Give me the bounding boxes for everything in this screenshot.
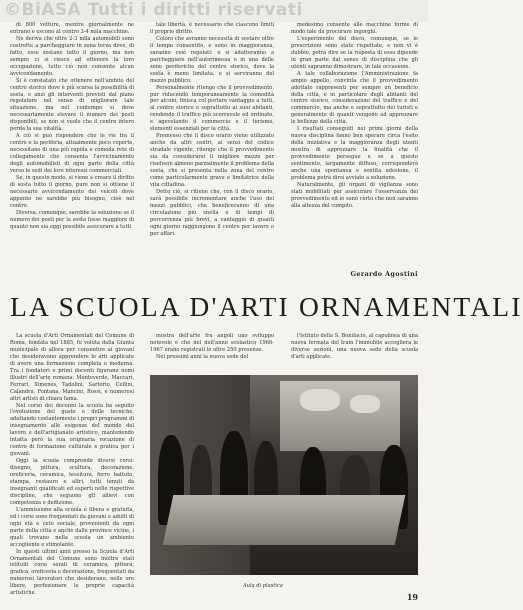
- paragraph: Oggi la scuola comprende diversi corsi: disegno, pittura, scultura, decorazione, oreficeria, ceramica, tessitura, ferro battuto, stampa, restauro e altri, tutti tenuti da insegnanti qualificati ed esperti nelle rispettive discipline, che seguono gli allievi con competenza e dedizione.: [10, 458, 134, 506]
- article-title: LA SCUOLA D'ARTI ORNAMENTALI: [10, 291, 523, 322]
- watermark-banner: [0, 0, 428, 22]
- paragraph: Personalmente ritengo che il provvedimento, pur riducendo temporaneamente la comodità per alcuni, finisca col portare vantaggio a tutti, al centro storico e soprattutto ai suoi abitanti, rendendo il traffico più scorrevole ed ordinato, e agevolando il commercio e il turismo, elementi essenziali per la città.: [150, 84, 274, 133]
- paragraph: I risultati conseguiti nei primi giorni della nuova disciplina fanno ben sperare circa l'esito della iniziativa e la maggioranza degli utenti mostra di apprezzare la finalità che il provvedimento persegue e se a questo sentimento, largamente diffuso, corrisponderà anche una spontanea e sentita adesione, il problema potrà dirsi avviato a soluzione.: [291, 126, 418, 181]
- paragraph: Naturalmente, gli organi di vigilanza sono stati mobilitati per assicurare l'osservanza del provvedimento ed io sono certo che non saranno alla altezza del compito.: [291, 181, 418, 209]
- article-column-2: [150, 333, 274, 369]
- paragraph: l'Istituto della S. Bonifacio, al capolinea di una nuova fermata del tram l'immobile accogliera le diverse sezioni, una nuova sede della scuola d'arti applicate.: [291, 333, 418, 360]
- paragraph: Nei prossimi anni la nuova sede del: [156, 353, 249, 360]
- paragraph: Nel corso dei decenni la scuola ha seguito l'evoluzione del gusto e delle tecniche, adattando costantemente i propri programmi di insegnamento alle esigenze del mondo del lavoro e dell'artigianato artistico, mantenendo intatta però la sua originaria vocazione di centro di formazione culturale e pratica per i giovani.: [10, 402, 134, 458]
- article-body: [10, 333, 418, 595]
- paragraph: Si è constatato che ottenere nell'ambito del centro storico dove è più scarsa la possibilità di sosta, e anzi gli interventi previsti dal piano regolatore nel senso di migliorare tale situazione, ma nel contempo si deve necessariamente elevare il numero dei posti disponibili, se non si vuole che il centro intero perda la sua vitalità.: [10, 77, 134, 133]
- paragraph: di 800 vetture, mentre giornalmente ne entrano e escono al centro 3-4 mila macchine.: [10, 22, 134, 35]
- paragraph: Detto ciò, si ritiene che, con il disco orario, sarà possibile incrementare anche l'uso dei mezzi pubblici, che beneficeranno di una circolazione più snella e di tempi di percorrenza più brevi, a vantaggio di quanti ogni giorno raggiungono il centro per lavoro o per affari.: [150, 188, 274, 237]
- paragraph: Se, in questo modo, si viene a creare il diritto di sosta tutto il giorno, pure non si ottiene il necessario avvicendamento dei veicoli dove appunto ne sarebbe più bisogno, cioè nel centro.: [10, 174, 134, 209]
- photo-caption: Aula di plastica: [243, 583, 283, 589]
- classroom-photo: [150, 375, 418, 575]
- article-continuation: [10, 22, 418, 280]
- paragraph: mostra dell'arte fra angoli uno sviluppo notevole e che nel dell'anno scolastico 1966-1967 erano registrati le oltre 250 presenze.: [150, 333, 274, 353]
- article-column-1: [10, 333, 134, 595]
- paragraph: Diversa, comunque, sarebbe la soluzione se il numero dei posti per la sosta fosse maggiore di quanto non sia oggi possibile assicurare a tutti: [10, 209, 134, 230]
- paragraph: medesimo consente alle macchine forme di modo tale da procurare ingorghi.: [291, 22, 418, 35]
- paragraph: Premesso che il disco orario viene utilizzato anche da altri centri, ai sensi del codice stradale vigente, ritengo che il provvedimento sia da considerarsi il migliore mezzo per risolvere almeno parzialmente il problema della sosta, che si presenta nella zona del centro come particolarmente grave e limitatrice della vita cittadina.: [150, 133, 274, 188]
- paragraph: A ciò si può rispondere che le vie tra il centro e la periferia, attualmente poco coperte, necessitano di una più rapida e comoda rete di collegamento che consenta l'avvicinamento degli automobilisti di ogni parte della città verso le sedi dei loro interessi commerciali.: [10, 133, 134, 175]
- paragraph: A tale collaborazione l'Amministrazione fa ampio appello, convinta che il provvedimento adottato rappresenti per sempre un beneficio della città, e in particolare degli abitanti del centro storico, considerazioni del traffico e del commercio, ma anche e soprattutto dei turisti e generalmente di quanti vengono ad apprezzare le bellezze della città.: [291, 70, 418, 126]
- paragraph: Coloro che avranno necessità di sostare oltre il tempo consentito, e sono in maggioranza, saranno così regolati: o si adatteranno a parcheggiare nell'autorimessa o in una delle zone periferiche del centro storico, dove la sosta è meno limitata, o si serviranno del mezzo pubblico.: [150, 35, 274, 84]
- article-column-3: [291, 333, 418, 369]
- paragraph: La scuola d'Arti Ornamentali del Comune di Roma, fondata nel 1885, fu voluta dalla Giunta municipale di allora per consentire ai giovani che desideravano apprendere le arti applicate di avere una formazione completa e moderna. Tra i fondatori e primi docenti figurano nomi illustri dell'arte romana: Monteverde, Maccari, Ferrari, Ximenes, Tadolini, Sartorio, Cellini, Calandra, Fontana, Mancini, Rossi, e numerosi altri artisti di chiara fama.: [10, 333, 134, 402]
- paragraph: tale libertà, è necessario che ciascuno limiti il proprio diritto.: [150, 22, 274, 35]
- article-column-1: [10, 22, 134, 280]
- paragraph: In questi ultimi anni presso la Scuola d'Arti Ornamentali del Comune sono inoltre stati istituiti corsi serali di ceramica, pittura, grafica, oreficeria e decorazione, frequentati da numerosi lavoratori che desiderano, nelle ore libere, perfezionare le proprie capacità artistiche.: [10, 548, 134, 597]
- article-column-2: [150, 22, 274, 280]
- article-column-3: [291, 22, 418, 280]
- paragraph: L'ammissione alla scuola è libera e gratuita, ed i corsi sono frequentati da giovani e adulti di ogni età e ceto sociale, provenienti da ogni parte della città e anche dalle province vicine, i quali trovano nella scuola un ambiente accogliente e stimolante.: [10, 506, 134, 548]
- paragraph: L'esperimento del disco, comunque, se le prescrizioni sono state rispettate, e non vi è dubbio, potrà dire se la risposta di esso dipende in gran parte dal senso di disciplina che gli utenti sapranno dimostrare, in tale occasione.: [291, 35, 418, 70]
- author-signature: Gerardo Agostini: [350, 270, 418, 278]
- watermark-text: ©BiASA Tutti i diritti riservati: [4, 0, 303, 20]
- page-number: 19: [406, 592, 418, 602]
- paragraph: Ne deriva che oltre 2-3 mila automobili sono costrette a parcheggiare in zona terza dove, di fatto, esse sostano tutto il giorno, ma non sempre ci si riesce ad ottenere la loro occupazione, tutto ciò non consente alcun avvicendamento.: [10, 35, 134, 77]
